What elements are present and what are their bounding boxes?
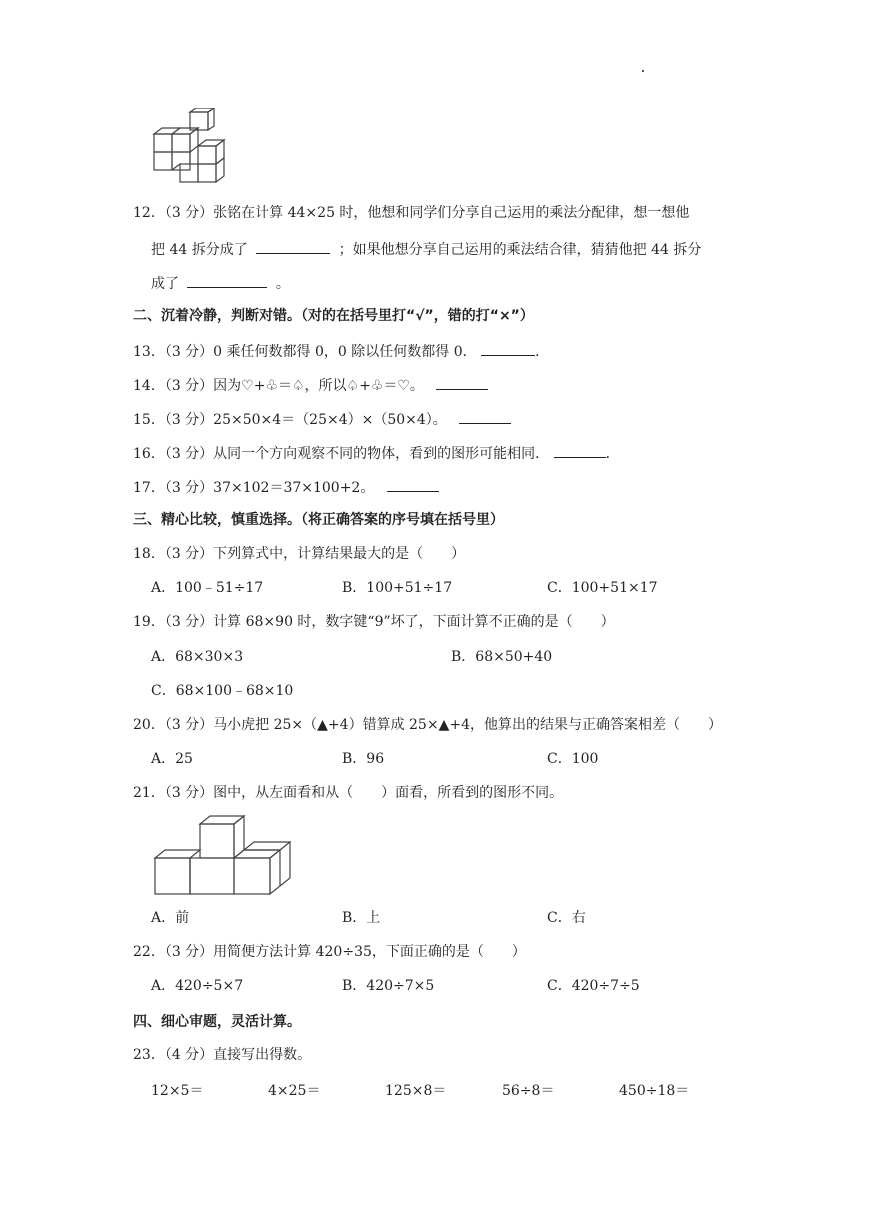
q23-item-5: 450÷18＝ [619, 1083, 690, 1099]
q16-text: 16．（3 分）从同一个方向观察不同的物体，看到的图形可能相同． [133, 446, 550, 462]
q12-line2 [151, 239, 701, 259]
q18-text: 18．（3 分）下列算式中，计算结果最大的是（ ） [133, 546, 466, 562]
q17-text: 17．（3 分）37×102＝37×100+2。 [133, 480, 375, 496]
q17-blank[interactable] [387, 477, 439, 492]
q23-text: 23．（4 分）直接写出得数。 [133, 1047, 312, 1063]
q16-tail: ． [605, 446, 620, 462]
section-2-heading: 二、沉着冷静，判断对错。（对的在括号里打“√”，错的打“×”） [133, 308, 534, 324]
q12-line2-a: 把 44 拆分成了 [151, 242, 248, 258]
q22-option-a[interactable]: A．420÷5×7 [151, 978, 244, 994]
section-3-heading: 三、精心比较，慎重选择。（将正确答案的序号填在括号里） [133, 512, 504, 528]
q21-cube-figure [150, 812, 295, 900]
q23-item-2: 4×25＝ [268, 1083, 321, 1099]
q12-line1: 12．（3 分）张铭在计算 44×25 时，他想和同学们分享自己运用的乘法分配律，想一想他 [133, 205, 690, 221]
q19-text: 19．（3 分）计算 68×90 时，数字键“9”坏了，下面计算不正确的是（ ） [133, 614, 615, 630]
q20-option-a[interactable]: A．25 [151, 751, 193, 767]
q12-blank-1[interactable] [256, 239, 330, 254]
cube-stack-figure [150, 108, 240, 194]
q21-option-b[interactable]: B．上 [342, 910, 381, 926]
q21-option-c[interactable]: C．右 [547, 910, 586, 926]
q15-blank[interactable] [459, 409, 511, 424]
page-dot [642, 70, 644, 72]
q21-text: 21．（3 分）图中，从左面看和从（ ）面看，所看到的图形不同。 [133, 785, 564, 801]
q13-tail: ． [535, 344, 550, 360]
q12-line3 [151, 273, 290, 293]
q13 [133, 341, 549, 361]
section-4-heading: 四、细心审题，灵活计算。 [133, 1014, 301, 1030]
q13-text: 13．（3 分）0 乘任何数都得 0，0 除以任何数都得 0． [133, 344, 477, 360]
q16-blank[interactable] [554, 443, 606, 458]
q15-text: 15．（3 分）25×50×4＝（25×4）×（50×4）。 [133, 412, 447, 428]
q23-item-1: 12×5＝ [151, 1083, 204, 1099]
q20-text: 20．（3 分）马小虎把 25×（▲+4）错算成 25×▲+4，他算出的结果与正确答案相差（ ） [133, 717, 722, 733]
q12-line3-b: 。 [275, 276, 290, 292]
q12-line3-a: 成了 [151, 276, 179, 292]
q22-text: 22．（3 分）用简便方法计算 420÷35，下面正确的是（ ） [133, 944, 526, 960]
q16 [133, 443, 620, 463]
q21-option-a[interactable]: A．前 [151, 910, 190, 926]
q19-option-b[interactable]: B．68×50+40 [451, 649, 553, 665]
q14-text: 14．（3 分）因为♡+♧＝♤，所以♤+♧＝♡。 [133, 378, 424, 394]
q18-option-c[interactable]: C．100+51×17 [547, 580, 658, 596]
q22-option-c[interactable]: C．420÷7÷5 [547, 978, 640, 994]
q17 [133, 477, 439, 497]
q12-blank-2[interactable] [187, 273, 267, 288]
q23-item-4: 56÷8＝ [502, 1083, 555, 1099]
q19-option-c[interactable]: C．68×100﹣68×10 [151, 683, 294, 699]
q23-item-3: 125×8＝ [385, 1083, 447, 1099]
q20-option-c[interactable]: C．100 [547, 751, 599, 767]
q12-line2-b: ；如果他想分享自己运用的乘法结合律，猜猜他把 44 拆分 [338, 242, 702, 258]
q15 [133, 409, 511, 429]
q19-option-a[interactable]: A．68×30×3 [151, 649, 244, 665]
q14-blank[interactable] [436, 375, 488, 390]
q13-blank[interactable] [481, 341, 535, 356]
q18-option-a[interactable]: A．100﹣51÷17 [151, 580, 264, 596]
q14 [133, 375, 488, 395]
q18-option-b[interactable]: B．100+51÷17 [342, 580, 453, 596]
q22-option-b[interactable]: B．420÷7×5 [342, 978, 435, 994]
q20-option-b[interactable]: B．96 [342, 751, 385, 767]
